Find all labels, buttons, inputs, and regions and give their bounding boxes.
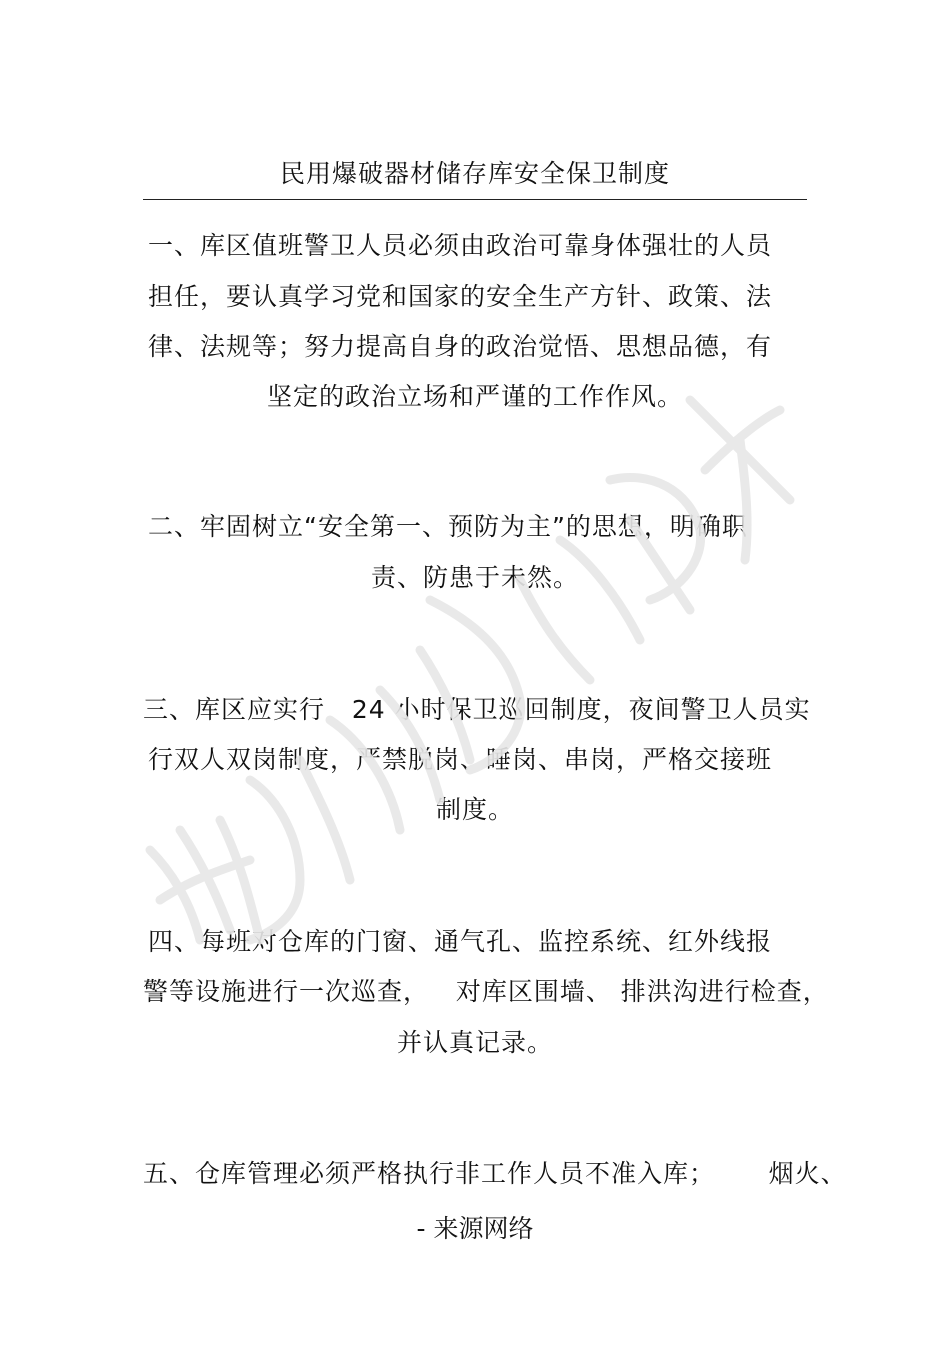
document-title: 民用爆破器材储存库安全保卫制度 [279,159,670,188]
paragraph-3-line-1: 三、库区应实行 24 小时保卫巡回制度，夜间警卫人员实 [143,695,811,724]
paragraph-1-line-4: 坚定的政治立场和严谨的工作作风。 [266,382,683,411]
paragraph-5-line-1: 五、仓库管理必须严格执行非工作人员不准入库； 烟火、 [143,1159,847,1188]
paragraph-2-line-1: 二、牢固树立“安全第一、预防为主”的思想，明确职 [148,512,748,541]
paragraph-1-line-3: 律、法规等；努力提高自身的政治觉悟、思想品德，有 [148,332,773,361]
paragraph-4-line-1: 四、每班对仓库的门窗、通气孔、监控系统、红外线报 [148,927,773,956]
title-underline [143,199,807,200]
paragraph-3-line-2: 行双人双岗制度，严禁脱岗、睡岗、串岗，严格交接班 [148,745,773,774]
paragraph-2-line-2: 责、防患于未然。 [370,563,579,592]
paragraph-4-line-2: 警等设施进行一次巡查， 对库区围墙、 排洪沟进行检查， [143,977,829,1006]
paragraph-4-line-3: 并认真记录。 [396,1028,553,1057]
paragraph-3-line-3: 制度。 [435,795,514,824]
paragraph-1-line-1: 一、库区值班警卫人员必须由政治可靠身体强壮的人员 [148,231,773,260]
paragraph-1-line-2: 担任，要认真学习党和国家的安全生产方针、政策、法 [148,282,773,311]
page-footer: - 来源网络 [416,1214,534,1243]
